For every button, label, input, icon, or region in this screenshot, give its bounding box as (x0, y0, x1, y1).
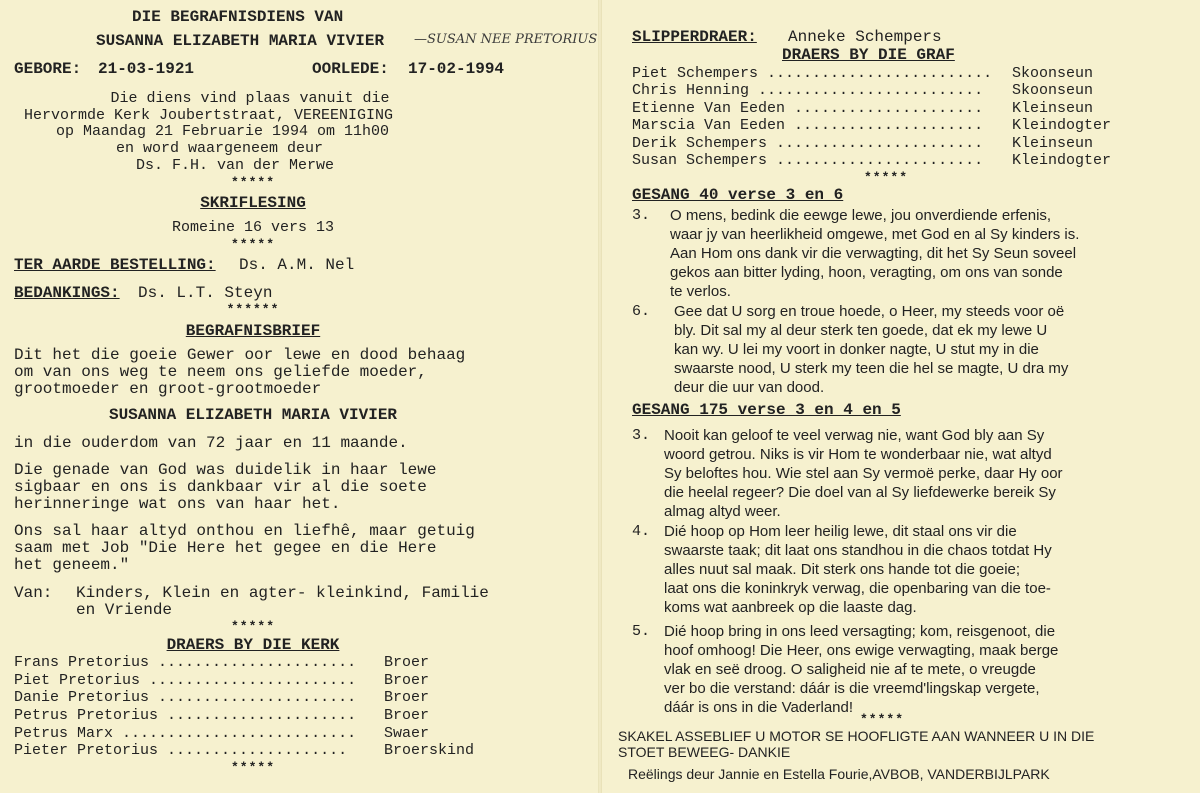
gesang40-verse-3 (670, 206, 1079, 301)
draer-name: Susan Schempers (632, 152, 768, 169)
ter-aarde-label: TER AARDE BESTELLING: (14, 256, 216, 274)
skakel-line-1: SKAKEL ASSEBLIEF U MOTOR SE HOOFLIGTE AAN WANNEER U IN DIE (618, 728, 1095, 744)
died-label: OORLEDE: (312, 60, 389, 78)
skriflesing-heading: SKRIFLESING (200, 194, 306, 212)
brief-line-3: grootmoeder en groot-grootmoeder (14, 380, 322, 398)
separator-stars: ***** (230, 760, 275, 775)
deceased-name: SUSANNA ELIZABETH MARIA VIVIER (96, 32, 385, 50)
kerk-draers-heading: DRAERS BY DIE KERK (166, 636, 340, 654)
van-label: Van: (14, 584, 53, 602)
genade-line-2: sigbaar en ons is dankbaar vir al die soete (14, 478, 427, 496)
verse-line: Gee dat U sorg en troue hoede, o Heer, my steeds voor oë (674, 303, 1065, 320)
kerk-draer-row (14, 707, 356, 724)
verse-line: die heelal regeer? Die doel van al Sy liefdewerke bereik Sy (664, 484, 1056, 501)
draer-relation: Skoonseun (1012, 82, 1094, 99)
verse-line: Aan Hom ons dank vir die verwagting, dit het Sy Seun soveel (670, 245, 1077, 262)
dot-leader: ....................... (776, 152, 984, 169)
onthou-line-2: saam met Job "Die Here het gegee en die Here (14, 539, 437, 557)
graf-draer-row (632, 100, 983, 117)
separator-stars: ***** (864, 170, 909, 185)
gesang175-heading: GESANG 175 verse 3 en 4 en 5 (632, 401, 901, 419)
separator-stars: ***** (230, 619, 275, 634)
born-date: 21-03-1921 (98, 60, 195, 78)
draer-relation: Broer (384, 707, 430, 724)
graf-draer-row (632, 82, 983, 99)
service-line-1: Die diens vind plaas vanuit die (110, 90, 390, 107)
verse-line: alles nuut sal maak. Dit sterk ons hande tot die goeie; (664, 561, 1021, 578)
verse-line: dáár is ons in die Vaderland! (664, 699, 854, 716)
ter-aarde-value: Ds. A.M. Nel (239, 256, 355, 274)
draer-relation: Broerskind (384, 742, 475, 759)
van-line-1: Kinders, Klein en agter- kleinkind, Familie (76, 584, 489, 602)
verse-number: 5. (632, 623, 651, 640)
separator-stars: ***** (230, 237, 275, 252)
separator-stars: ***** (230, 175, 275, 190)
service-line-3: op Maandag 21 Februarie 1994 om 11h00 (56, 123, 390, 140)
kerk-draer-row (14, 742, 347, 759)
gesang175-verse-5 (664, 622, 1058, 717)
verse-line: kan wy. U lei my voort in donker nagte, U stut my in die (674, 341, 1039, 358)
gesang175-verse-4 (664, 522, 1052, 617)
draer-relation: Swaer (384, 725, 430, 742)
draer-name: Petrus Marx (14, 725, 114, 742)
graf-draer-row (632, 117, 983, 134)
verse-line: laat ons die koninkryk verwag, die openbaring van die toe- (664, 580, 1051, 597)
verse-line: swaarste taak; dit laat ons standhou in die chaos totdat Hy (664, 542, 1052, 559)
dot-leader: ....................... (149, 672, 357, 689)
verse-line: swaarste nood, U sterk my teen die hel se magte, U dra my (674, 360, 1069, 377)
separator-stars: ***** (860, 712, 905, 727)
service-title: DIE BEGRAFNISDIENS VAN (132, 8, 344, 26)
verse-line: Dié hoop op Hom leer heilig lewe, dit staal ons vir die (664, 523, 1017, 540)
dot-leader: ..................... (794, 117, 984, 134)
verse-line: bly. Dit sal my al deur sterk ten goede, dat ek my lewe U (674, 322, 1048, 339)
draer-relation: Broer (384, 689, 430, 706)
born-label: GEBORE: (14, 60, 82, 78)
draer-relation: Broer (384, 672, 430, 689)
draer-relation: Skoonseun (1012, 65, 1094, 82)
verse-line: deur die uur van dood. (674, 379, 825, 396)
brief-line-1: Dit het die goeie Gewer oor lewe en dood behaag (14, 346, 466, 364)
verse-number: 6. (632, 303, 651, 320)
draer-name: Frans Pretorius (14, 654, 150, 671)
verse-line: vlak en seë droog. O saligheid nie af te mete, o vreugde (664, 661, 1036, 678)
slipperdraer-value: Anneke Schempers (788, 28, 942, 46)
verse-line: Sy beloftes hou. Wie stel aan Sy vermoë perke, daar Hy oor (664, 465, 1063, 482)
dot-leader: ......................... (758, 82, 984, 99)
draer-relation: Kleinseun (1012, 135, 1094, 152)
verse-number: 4. (632, 523, 651, 540)
onthou-line-3: het geneem." (14, 556, 130, 574)
reelings-text: Reëlings deur Jannie en Estella Fourie,AVBOB, VANDERBIJLPARK (628, 766, 1050, 782)
verse-line: te verlos. (670, 283, 731, 300)
kerk-draer-row (14, 672, 356, 689)
left-page (0, 0, 598, 793)
dot-leader: ..................... (167, 707, 357, 724)
bedankings-label: BEDANKINGS: (14, 284, 120, 302)
genade-line-3: herinneringe wat ons van haar het. (14, 495, 341, 513)
gesang175-verse-3 (664, 426, 1063, 521)
graf-draers-heading: DRAERS BY DIE GRAF (782, 46, 955, 64)
verse-number: 3. (632, 207, 651, 224)
brief-line-2: om van ons weg te neem ons geliefde moeder, (14, 363, 427, 381)
dot-leader: ...................... (158, 654, 357, 671)
verse-line: gekos aan bitter lyding, hoon, veragting, om ons van sonde (670, 264, 1063, 281)
kerk-draer-row (14, 689, 356, 706)
age-text: in die ouderdom van 72 jaar en 11 maande. (14, 434, 408, 452)
handwritten-note: —SUSAN NEE PRETORIUS (414, 32, 598, 47)
begrafnisbrief-heading: BEGRAFNISBRIEF (185, 322, 321, 340)
kerk-draer-row (14, 654, 356, 671)
draer-relation: Kleinseun (1012, 100, 1094, 117)
draer-name: Derik Schempers (632, 135, 768, 152)
verse-line: waar jy van heerlikheid omgewe, met God en al Sy kinders is. (670, 226, 1080, 243)
deceased-name-repeat: SUSANNA ELIZABETH MARIA VIVIER (108, 406, 398, 424)
gesang40-verse-6 (674, 302, 1068, 397)
van-line-2: en Vriende (76, 601, 173, 619)
verse-line: hoof omhoog! Die Heer, ons ewige verwagting, maak berge (664, 642, 1059, 659)
draer-name: Etienne Van Eeden (632, 100, 786, 117)
skriflesing-text: Romeine 16 vers 13 (171, 219, 335, 236)
verse-number: 3. (632, 427, 651, 444)
dot-leader: .......................... (122, 725, 357, 742)
dot-leader: ......................... (767, 65, 993, 82)
onthou-line-1: Ons sal haar altyd onthou en liefhê, maar getuig (14, 522, 475, 540)
kerk-draer-row (14, 725, 356, 742)
draer-relation: Kleindogter (1012, 117, 1112, 134)
separator-stars: ****** (226, 302, 280, 317)
verse-line: almag altyd weer. (664, 503, 781, 520)
dot-leader: ....................... (776, 135, 984, 152)
draer-name: Piet Schempers (632, 65, 759, 82)
died-date: 17-02-1994 (408, 60, 505, 78)
verse-line: Nooit kan geloof te veel verwag nie, want God bly aan Sy (664, 427, 1045, 444)
graf-draer-row (632, 135, 983, 152)
verse-line: O mens, bedink die eewge lewe, jou onverdiende erfenis, (670, 207, 1052, 224)
skakel-line-2: STOET BEWEEG- DANKIE (618, 744, 791, 760)
dot-leader: ..................... (794, 100, 984, 117)
verse-line: ver bo die verstand: dáár is die vreemd'lingskap vergete, (664, 680, 1040, 697)
verse-line: koms wat aanbreek op die laaste dag. (664, 599, 917, 616)
slipperdraer-label: SLIPPERDRAER: (632, 28, 757, 46)
dot-leader: ...................... (158, 689, 357, 706)
draer-relation: Kleindogter (1012, 152, 1112, 169)
draer-name: Petrus Pretorius (14, 707, 159, 724)
service-line-4: en word waargeneem deur (116, 140, 324, 157)
draer-name: Pieter Pretorius (14, 742, 159, 759)
verse-line: woord getrou. Niks is vir Hom te wonderbaar nie, wat altyd (664, 446, 1052, 463)
graf-draer-row (632, 152, 983, 169)
bedankings-value: Ds. L.T. Steyn (138, 284, 273, 302)
gesang40-heading: GESANG 40 verse 3 en 6 (632, 186, 844, 204)
draer-name: Marscia Van Eeden (632, 117, 786, 134)
draer-name: Danie Pretorius (14, 689, 150, 706)
genade-line-1: Die genade van God was duidelik in haar lewe (14, 461, 437, 479)
graf-draer-row (632, 65, 992, 82)
right-page (602, 0, 1200, 793)
service-line-5: Ds. F.H. van der Merwe (136, 157, 335, 174)
verse-line: Dié hoop bring in ons leed versagting; kom, reisgenoot, die (664, 623, 1056, 640)
dot-leader: .................... (167, 742, 348, 759)
draer-name: Chris Henning (632, 82, 750, 99)
draer-name: Piet Pretorius (14, 672, 141, 689)
service-line-2: Hervormde Kerk Joubertstraat, VEREENIGING (24, 107, 394, 124)
draer-relation: Broer (384, 654, 430, 671)
